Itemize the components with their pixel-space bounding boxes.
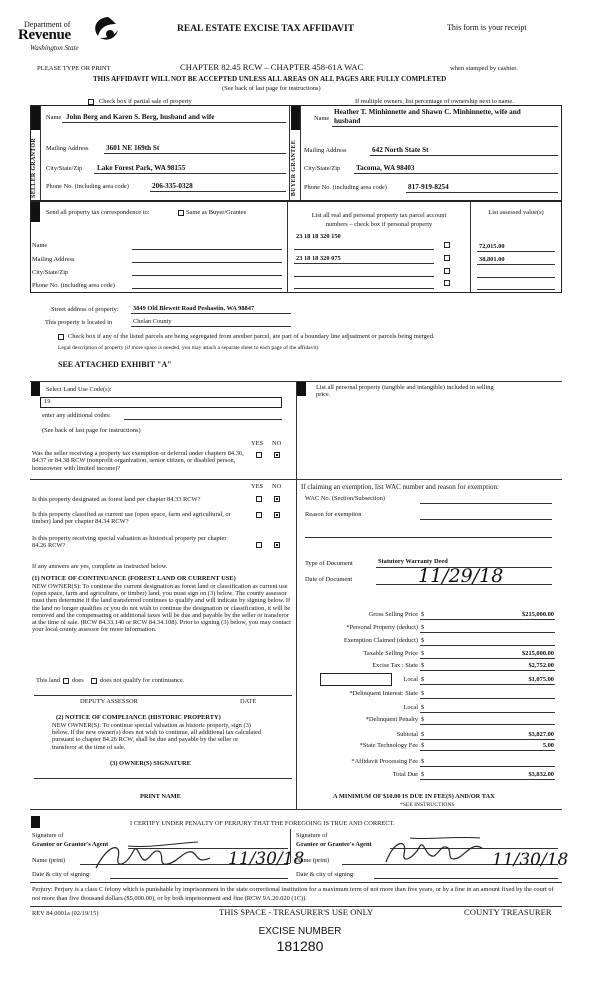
- tax-row-label: Total Due: [392, 771, 418, 778]
- grantor-signature-of: Signature of: [32, 832, 64, 839]
- parcel-number: 23 18 18 320 150: [296, 233, 341, 240]
- tax-dollar: $: [421, 716, 425, 723]
- buyer-mailing: 642 North State St: [372, 146, 429, 154]
- forest-q2: Is this property classified as current use (open space, farm and agricultural, or timber) land per chapter 84.34 RCW?: [32, 511, 231, 526]
- buyer-city: Tacoma, WA 98403: [356, 164, 415, 172]
- see-back-note: (See back of last page for instructions): [222, 85, 321, 92]
- grantee-name-print-label: Name (print): [296, 857, 330, 864]
- grantee-signature-of: Signature of: [296, 832, 328, 839]
- exemption-reason-label: Reason for exemption: [305, 511, 362, 518]
- land-use-label: Select Land Use Code(s):: [46, 386, 112, 393]
- tax-dollar: $: [421, 637, 425, 644]
- parcel-assessed-value: 72,015.00: [479, 243, 505, 250]
- buyer-phone: 817-919-8254: [408, 183, 449, 191]
- forest-q3: Is this property receiving special valuation as historical property per chapter 84.26 RCW?: [32, 535, 227, 550]
- tax-dollar: $: [421, 624, 425, 631]
- grantor-name-print-label: Name (print): [32, 857, 66, 864]
- exemption-yes-checkbox[interactable]: [256, 452, 262, 458]
- tax-row-value: $215,000.00: [522, 611, 554, 618]
- parcel-number: 23 18 18 320 075: [296, 255, 341, 262]
- owner-signature-label: (3) OWNER(S) SIGNATURE: [110, 760, 191, 767]
- parcel-label-line2: numbers – check box if personal property: [325, 221, 433, 228]
- tax-row-label: Gross Selling Price: [368, 611, 418, 618]
- tax-row-value: $215,000.00: [522, 650, 554, 657]
- excise-number-label: EXCISE NUMBER: [258, 926, 342, 937]
- correspondence-label: Send all property tax correspondence to:: [46, 209, 150, 216]
- seller-city-label: City/State/Zip: [46, 165, 83, 172]
- corr-name-label: Name: [32, 242, 48, 249]
- assessed-value-label: List assessed value(s): [488, 209, 544, 216]
- seller-name: John Berg and Karen S. Berg, husband and wife: [66, 113, 215, 121]
- grantor-date-city-label: Date & city of signing:: [32, 871, 91, 878]
- notice1-title: (1) NOTICE OF CONTINUANCE (FOREST LAND OR CURRENT USE): [32, 575, 236, 582]
- tax-row-value: $3,832.00: [528, 771, 554, 778]
- wac-number-label: WAC No. (Section/Subsection): [305, 495, 386, 502]
- seller-phone-label: Phone No. (including area code): [46, 183, 129, 190]
- forest-q1: Is this property designated as forest land per chapter 84.33 RCW?: [32, 496, 201, 503]
- additional-codes-label: enter any additional codes:: [42, 412, 111, 419]
- tax-dollar: $: [421, 731, 425, 738]
- property-county: Chelan County: [133, 318, 172, 325]
- print-name-label: PRINT NAME: [140, 793, 181, 800]
- excise-number: 181280: [276, 938, 324, 954]
- tax-dollar: $: [421, 771, 425, 778]
- grantee-agent-label: Grantee or Grantee's Agent: [296, 841, 372, 848]
- tax-row-label: *State Technology Fee: [359, 742, 418, 749]
- forest-q1-no-checkbox[interactable]: [274, 496, 280, 502]
- personal-property-label: List all personal property (tangible and intangible) included in selling price.: [316, 384, 494, 399]
- buyer-side-label: BUYER GRANTEE: [291, 140, 297, 197]
- certify-statement: I CERTIFY UNDER PENALTY OF PERJURY THAT THE FOREGOING IS TRUE AND CORRECT.: [130, 820, 395, 827]
- segregation-note: Check box if any of the listed parcels are being segregated from another parcel, are part of a boundary line adjustment or parcels being merged.: [68, 333, 435, 340]
- tax-row-label: *Delinquent Interest: State: [349, 690, 418, 697]
- notice2-title: (2) NOTICE OF COMPLIANCE (HISTORIC PROPERTY): [56, 714, 221, 721]
- deputy-date-label: DATE: [240, 698, 257, 705]
- treasurer-only-note: THIS SPACE - TREASURER'S USE ONLY: [219, 907, 374, 917]
- agency-line1: Department of: [24, 20, 71, 29]
- seller-side-label: SELLER GRANTOR: [31, 138, 37, 198]
- doc-date: 11/29/18: [418, 565, 504, 587]
- tax-dollar: $: [421, 650, 425, 657]
- agency-line3: Washington State: [30, 44, 79, 52]
- forest-q1-yes-checkbox[interactable]: [256, 496, 262, 502]
- warning-line: THIS AFFIDAVIT WILL NOT BE ACCEPTED UNLESS ALL AREAS ON ALL PAGES ARE FULLY COMPLETED: [93, 75, 447, 83]
- exhibit-reference: SEE ATTACHED EXHIBIT "A": [58, 360, 172, 369]
- forest-q2-no-checkbox[interactable]: [274, 512, 280, 518]
- grantee-sign-date: 11/30/18: [492, 850, 569, 870]
- parcel-personal-checkbox[interactable]: [444, 280, 450, 286]
- form-title: REAL ESTATE EXCISE TAX AFFIDAVIT: [177, 24, 355, 34]
- tax-row-value: 5.00: [542, 742, 554, 749]
- doc-type: Statutory Warranty Deed: [378, 558, 448, 565]
- tax-row-value: $1,075.00: [528, 676, 554, 683]
- type-print-note: PLEASE TYPE OR PRINT: [37, 65, 111, 72]
- tax-row-label: Exemption Claimed (deduct): [343, 637, 418, 644]
- land-use-code-field[interactable]: [40, 397, 282, 408]
- legal-description-note: Legal description of property (if more space is needed, you may attach a separate sheet to each page of the affidavit): [58, 345, 319, 351]
- yes-header: YES: [251, 440, 264, 447]
- partial-sale-label: Check box if partial sale of property: [99, 98, 192, 105]
- buyer-name-label: Name: [314, 115, 330, 122]
- parcel-personal-checkbox[interactable]: [444, 268, 450, 274]
- seller-name-label: Name: [46, 114, 62, 121]
- tax-dollar: $: [421, 742, 425, 749]
- exemption-no-checkbox[interactable]: [274, 452, 280, 458]
- doc-type-label: Type of Document: [305, 560, 353, 567]
- land-does-label: This land: [36, 677, 60, 684]
- parcel-label-line1: List all real and personal property tax parcel account: [311, 212, 447, 219]
- tax-dollar: $: [421, 758, 425, 765]
- corr-mailing-label: Mailing Address: [32, 256, 75, 263]
- seller-mailing-label: Mailing Address: [46, 145, 89, 152]
- tax-dollar: $: [421, 662, 425, 669]
- buyer-name-line2: husband: [334, 117, 361, 125]
- county-treasurer-label: COUNTY TREASURER: [464, 907, 552, 917]
- no-header: NO: [272, 483, 282, 490]
- notice1-body: NEW OWNER(S): To continue the current designation as forest land or classification as current use (open space, farm and agriculture, or timber) land, you must sign on (3) below. The county assessor must then determine if the land transferred continues to qualify and will indicate by signing below. If the land no longer qualifies or you do not wish to continue the designation or classification, it will be removed and the compensating or additional taxes will be due and payable by the seller or transferor at the time of sale. (RCW 84.33.140 or RCW 84.34.108). Prior to signing (3) below, you may contact your local county assessor for more information.: [32, 583, 291, 634]
- same-as-buyer-checkbox[interactable]: [178, 210, 184, 216]
- grantor-signature-image: [88, 838, 218, 876]
- land-does-checkbox[interactable]: [63, 678, 69, 684]
- segregation-checkbox[interactable]: [58, 334, 64, 340]
- tax-row-label: *Personal Property (deduct): [346, 624, 418, 631]
- forest-q3-yes-checkbox[interactable]: [256, 542, 262, 548]
- buyer-mailing-label: Mailing Address: [304, 147, 347, 154]
- multiple-owners-note: If multiple owners, list percentage of ownership next to name.: [355, 98, 514, 105]
- grantee-signature-image: [380, 832, 490, 872]
- does-label: does: [72, 677, 84, 684]
- tax-dollar: $: [421, 676, 425, 683]
- grantor-agent-label: Grantor or Grantor's Agent: [32, 841, 109, 848]
- tax-row-value: $2,752.00: [528, 662, 554, 669]
- tax-row-label: Local: [403, 704, 418, 711]
- tax-row-value: $3,827.00: [528, 731, 554, 738]
- corr-city-label: City/State/Zip: [32, 269, 69, 276]
- dor-swoosh-icon: [86, 14, 126, 50]
- tax-dollar: $: [421, 704, 425, 711]
- exemption-question: Was the seller receiving a property tax exemption or deferral under chapters 84.36, 84.37 or 84.38 RCW (nonprofit organization, senior citizen, or disabled person, homeowner with limited income)?: [32, 450, 244, 472]
- exemption-claim-label: If claiming an exemption, list WAC number and reason for exemption:: [301, 483, 499, 491]
- tax-row-label: Local: [403, 676, 418, 683]
- buyer-name-line1: Heather T. Minhinnette and Shawn C. Minhinnette, wife and: [334, 108, 521, 116]
- deputy-assessor-label: DEPUTY ASSESSOR: [80, 698, 138, 705]
- seller-city: Lake Forest Park, WA 98155: [97, 164, 186, 172]
- tax-row-label: *Delinquent Penalty: [365, 716, 418, 723]
- grantee-date-city-label: Date & city of signing:: [296, 871, 355, 878]
- property-street: 3849 Old Blewett Road Peshastin, WA 98847: [133, 305, 255, 312]
- land-does-not-checkbox[interactable]: [91, 678, 97, 684]
- doc-date-label: Date of Document: [305, 576, 353, 583]
- parcel-assessed-value: 38,801.00: [479, 256, 505, 263]
- stamped-note: when stamped by cashier.: [450, 65, 518, 72]
- see-instructions: *SEE INSTRUCTIONS: [400, 802, 455, 808]
- land-use-code: 19: [44, 398, 51, 405]
- chapter-line: CHAPTER 82.45 RCW – CHAPTER 458-61A WAC: [180, 62, 364, 72]
- grantor-sign-date: 11/30/18: [228, 849, 305, 869]
- land-use-see-back: (See back of last page for instructions): [42, 427, 141, 434]
- agency-line2: Revenue: [18, 27, 71, 43]
- form-number: REV 84 0001a (02/19/15): [32, 910, 99, 917]
- tax-dollar: $: [421, 690, 425, 697]
- tax-dollar: $: [421, 611, 425, 618]
- notice2-body: NEW OWNER(S): To continue special valuation as historic property, sign (3) below. If the new owner(s) does not wish to continue, all additional tax calculated pursuant to chapter 84.26 RCW, shall be due and payable by the seller or transferor at the time of sale.: [52, 722, 262, 751]
- street-label: Street address of property:: [51, 306, 119, 313]
- seller-phone: 206-335-0328: [152, 182, 193, 190]
- forest-q3-no-checkbox[interactable]: [274, 542, 280, 548]
- minimum-fee-note: A MINIMUM OF $10.00 IS DUE IN FEE(S) AND/OR TAX: [333, 793, 495, 800]
- receipt-note: This form is your receipt: [447, 23, 527, 32]
- corr-phone-label: Phone No. (including area code): [32, 282, 115, 289]
- yes-header: YES: [251, 483, 264, 490]
- perjury-notice: Perjury: Perjury is a class C felony which is punishable by imprisonment in the state correctional institution for a maximum term of not more than five years, or by a fine in an amount fixed by the court of not more than five thousand dollars ($5,000.00), or by both imprisonment and fine (RCW 9A.20.020 (1C)).: [32, 886, 554, 902]
- tax-row-label: Taxable Selling Price: [363, 650, 418, 657]
- tax-row-label: *Affidavit Processing Fee: [351, 758, 418, 765]
- parcel-personal-checkbox[interactable]: [444, 242, 450, 248]
- located-label: This property is located in: [45, 319, 113, 326]
- buyer-phone-label: Phone No. (including area code): [304, 184, 387, 191]
- parcel-personal-checkbox[interactable]: [444, 255, 450, 261]
- tax-row-label: Subtotal: [396, 731, 418, 738]
- if-yes-note: If any answers are yes, complete as instructed below.: [32, 563, 168, 570]
- buyer-city-label: City/State/Zip: [304, 165, 341, 172]
- same-as-buyer-label: Same as Buyer/Grantee: [186, 209, 247, 216]
- no-header: NO: [272, 440, 282, 447]
- forest-q2-yes-checkbox[interactable]: [256, 512, 262, 518]
- seller-mailing: 3601 NE 169th St: [106, 144, 160, 152]
- tax-row-label: Excise Tax : State: [372, 662, 418, 669]
- does-not-label: does not qualify for continuance.: [100, 677, 185, 684]
